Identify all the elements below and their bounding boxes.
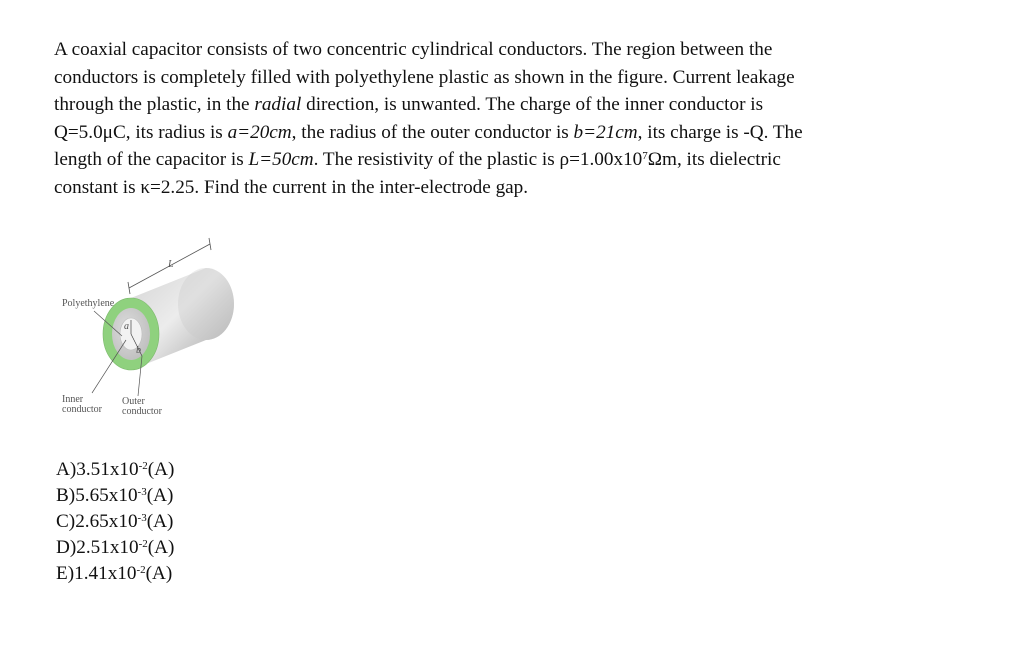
inner-radius-value: a=20cm: [227, 121, 292, 143]
label-polyethylene: Polyethylene: [62, 298, 115, 309]
problem-line-3: [54, 91, 974, 119]
answer-unit: (A): [146, 485, 174, 506]
text-segment: length of the capacitor is: [54, 149, 249, 171]
answer-unit: (A): [147, 459, 175, 480]
label-outer-1: Outer: [122, 396, 145, 407]
answer-exponent: -2: [136, 563, 146, 576]
answer-mantissa: 2.65x10: [75, 511, 138, 532]
answer-unit: (A): [145, 563, 173, 584]
text-segment: direction, is unwanted. The charge of the inner conductor is: [301, 94, 764, 116]
label-inner-2: conductor: [62, 404, 102, 415]
answer-mantissa: 3.51x10: [76, 459, 139, 480]
length-value: L=50cm: [248, 149, 314, 171]
answer-option[interactable]: [56, 483, 174, 509]
answer-choices: [56, 457, 174, 587]
cylinder-back-cap: [178, 268, 234, 340]
answer-exponent: -3: [137, 511, 147, 524]
answer-exponent: -3: [137, 485, 147, 498]
answer-mantissa: 5.65x10: [75, 485, 138, 506]
coaxial-capacitor-diagram: [56, 236, 246, 426]
text-segment: Ωm, its dielectric: [647, 149, 781, 171]
problem-line-5: [54, 146, 974, 174]
answer-letter: E): [56, 563, 75, 584]
answer-exponent: -2: [138, 459, 148, 472]
answer-unit: (A): [147, 537, 175, 558]
answer-unit: (A): [146, 511, 174, 532]
answer-letter: D): [56, 537, 77, 558]
answer-mantissa: 1.41x10: [74, 563, 137, 584]
problem-line-6: constant is κ=2.25. Find the current in the inter-electrode gap.: [54, 176, 529, 198]
text-segment: , the radius of the outer conductor is: [291, 121, 574, 143]
answer-letter: B): [56, 485, 76, 506]
label-b: b: [136, 345, 141, 356]
text-segment: through the plastic, in the: [54, 94, 255, 116]
label-a: a: [124, 321, 129, 332]
resistivity-exponent: 7: [642, 150, 648, 163]
answer-option[interactable]: [56, 509, 174, 535]
answer-mantissa: 2.51x10: [76, 537, 139, 558]
outer-radius-value: b=21cm: [573, 121, 638, 143]
answer-letter: C): [56, 511, 76, 532]
label-outer-2: conductor: [122, 406, 162, 417]
answer-letter: A): [56, 459, 77, 480]
text-segment: , its charge is -Q. The: [637, 121, 803, 143]
problem-statement: [54, 36, 974, 202]
text-segment: Q=5.0μC, its radius is: [54, 121, 228, 143]
answer-option[interactable]: [56, 535, 174, 561]
text-segment: . The resistivity of the plastic is ρ=1.00x10: [313, 149, 643, 171]
coaxial-capacitor-figure: [56, 236, 246, 426]
answer-option[interactable]: [56, 561, 174, 587]
problem-line-2: conductors is completely filled with polyethylene plastic as shown in the figure. Current leakage: [54, 66, 795, 88]
problem-line-4: [54, 119, 974, 147]
answer-exponent: -2: [138, 537, 148, 550]
answer-option[interactable]: [56, 457, 174, 483]
italic-radial: radial: [254, 94, 302, 116]
label-L: L: [168, 259, 174, 270]
label-inner-1: Inner: [62, 394, 84, 405]
problem-line-1: A coaxial capacitor consists of two concentric cylindrical conductors. The region between the: [54, 39, 773, 60]
